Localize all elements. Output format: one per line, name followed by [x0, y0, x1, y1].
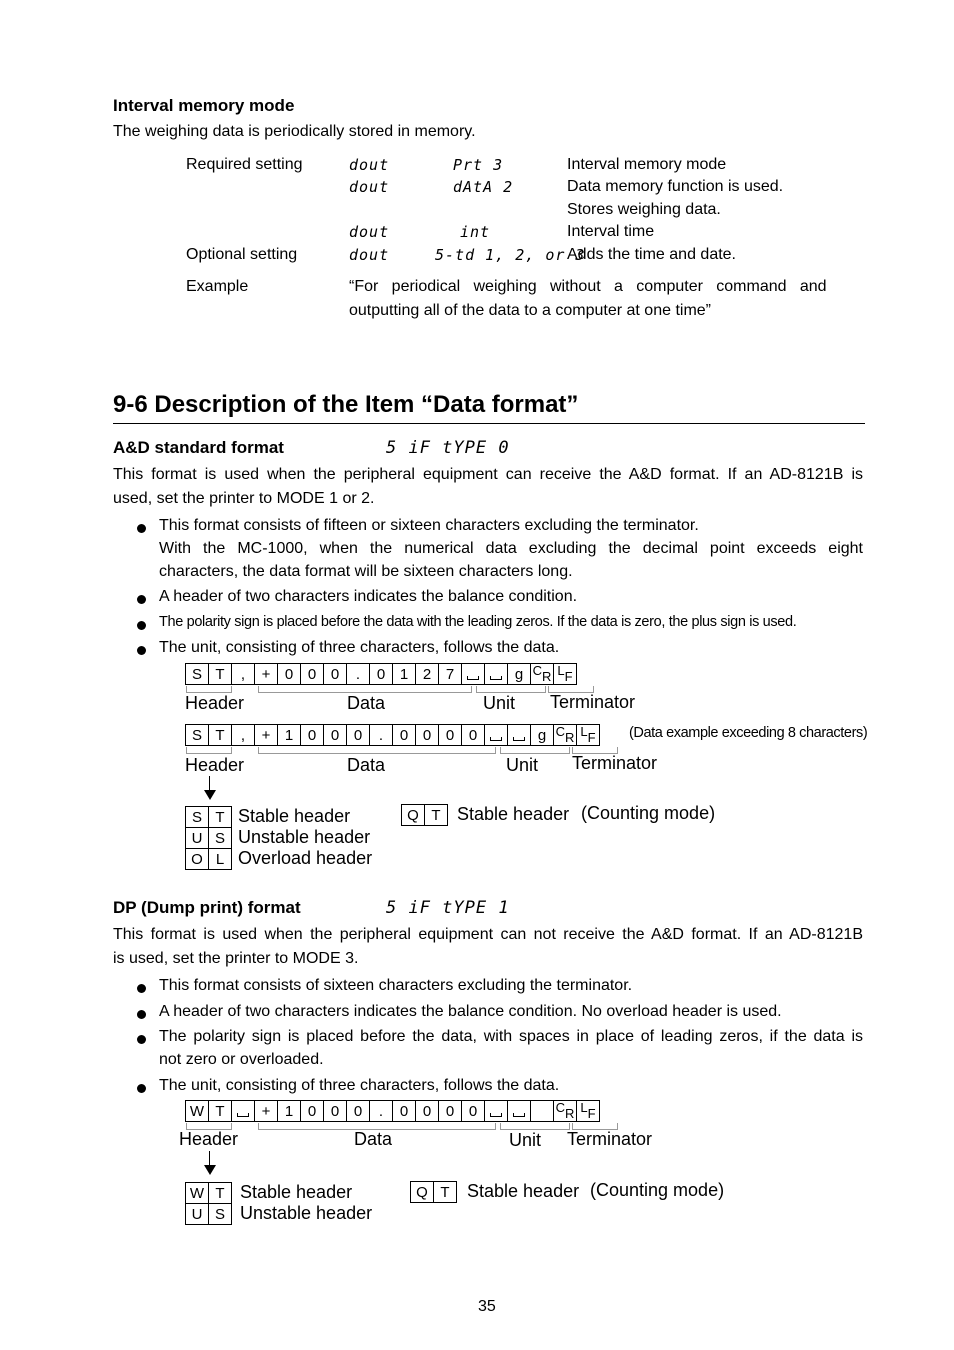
format-char-cell: 0	[300, 724, 324, 746]
format-char-cell: 0	[461, 1100, 485, 1122]
bullet-item: A header of two characters indicates the balance condition. No overload header is used.	[159, 1003, 782, 1020]
setting-value: int	[460, 223, 491, 241]
space-char-cell	[507, 1100, 531, 1122]
required-setting-label: Required setting	[186, 156, 303, 173]
header-label: Header	[179, 1129, 239, 1149]
format-char-cell: +	[254, 1100, 278, 1122]
format-char-cell: 0	[415, 724, 439, 746]
dp-format-code: 5 iF tYPE 1	[386, 898, 510, 918]
format-char-cell: 0	[346, 1100, 370, 1122]
format-char-cell: 0	[415, 1100, 439, 1122]
interval-heading: Interval memory mode	[113, 96, 295, 115]
setting-value: 5-td 1, 2, or 3	[435, 246, 586, 264]
header-char: S	[208, 827, 232, 849]
format-char-cell: 1	[392, 663, 416, 685]
counting-desc: Stable header	[467, 1181, 580, 1201]
format-char-cell: +	[254, 724, 278, 746]
page-number: 35	[478, 1298, 496, 1315]
setting-desc: Stores weighing data.	[567, 201, 721, 218]
header-char: Q	[410, 1181, 434, 1203]
space-char-cell	[484, 724, 508, 746]
row2-note: (Data example exceeding 8 characters)	[629, 725, 868, 741]
dp-format-row	[186, 1100, 600, 1122]
format-char-cell: ,	[231, 724, 255, 746]
format-char-cell: g	[530, 724, 554, 746]
bullet-continuation: With the MC-1000, when the numerical data excluding the decimal point exceeds eight	[159, 540, 863, 557]
arrow-down-icon	[204, 1165, 216, 1175]
format-char-cell: g	[507, 663, 531, 685]
format-char-cell: 0	[300, 1100, 324, 1122]
unit-brace	[500, 747, 570, 754]
cr-char-cell: CR	[530, 663, 554, 685]
para-line: is used, set the printer to MODE 3.	[113, 950, 359, 967]
header-brace	[186, 686, 232, 693]
dp-format-heading: DP (Dump print) format	[113, 898, 301, 917]
header-char: T	[208, 1182, 232, 1204]
header-char: T	[424, 804, 448, 826]
para-line: used, set the printer to MODE 1 or 2.	[113, 490, 375, 507]
setting-code: dout	[349, 246, 390, 264]
terminator-label: Terminator	[567, 1129, 653, 1149]
space-char-cell	[507, 724, 531, 746]
header-desc: Unstable header	[240, 1203, 373, 1223]
para-line: This format is used when the peripheral equipment can receive the A&D format. If an AD-8121B is	[113, 466, 863, 483]
setting-value: Prt 3	[453, 156, 504, 174]
terminator-label: Terminator	[572, 753, 658, 773]
format-char-cell: 1	[277, 1100, 301, 1122]
header-desc: Overload header	[238, 848, 373, 868]
bullet-item: The unit, consisting of three characters, follows the data.	[159, 1077, 560, 1094]
header-cells	[186, 1182, 232, 1204]
format-char-cell	[530, 1100, 554, 1122]
setting-code: dout	[349, 178, 390, 196]
header-char: W	[185, 1182, 209, 1204]
data-label: Data	[347, 755, 386, 775]
header-brace	[186, 747, 232, 754]
bullet-item: The unit, consisting of three characters, follows the data.	[159, 639, 560, 656]
example-text: “For periodical weighing without a computer command and	[349, 278, 827, 295]
interval-intro: The weighing data is periodically stored in memory.	[113, 123, 476, 140]
header-char: S	[185, 806, 209, 828]
header-cells	[186, 806, 232, 828]
unit-brace	[476, 686, 546, 693]
format-char-cell: 0	[277, 663, 301, 685]
format-char-cell: 0	[461, 724, 485, 746]
header-label: Header	[185, 755, 245, 775]
data-label: Data	[354, 1129, 393, 1149]
header-cells	[186, 827, 232, 849]
header-label: Header	[185, 693, 245, 713]
header-desc: Unstable header	[238, 827, 371, 847]
counting-cells	[411, 1181, 457, 1203]
format-char-cell: W	[185, 1100, 209, 1122]
setting-code: dout	[349, 223, 390, 241]
bullet-item: A header of two characters indicates the balance condition.	[159, 588, 578, 605]
lf-char-cell: LF	[553, 663, 577, 685]
ad-format-row2	[186, 724, 600, 746]
ad-format-heading: A&D standard format	[113, 438, 284, 457]
example-text: outputting all of the data to a computer at one time”	[349, 302, 711, 319]
format-char-cell: ,	[231, 663, 255, 685]
setting-desc: Data memory function is used.	[567, 178, 784, 195]
format-char-cell: .	[369, 724, 393, 746]
header-char: U	[185, 827, 209, 849]
setting-desc: Adds the time and date.	[567, 246, 736, 263]
format-char-cell: 0	[392, 724, 416, 746]
space-char-cell	[484, 663, 508, 685]
format-char-cell: +	[254, 663, 278, 685]
setting-code: dout	[349, 156, 390, 174]
unit-label: Unit	[483, 693, 516, 713]
format-char-cell: S	[185, 724, 209, 746]
lf-char-cell: LF	[576, 1100, 600, 1122]
bullet-item: The polarity sign is placed before the data with the leading zeros. If the data is zero, the plus sign is used.	[159, 614, 797, 630]
arrow-down-icon	[204, 790, 216, 800]
section-title: 9-6 Description of the Item “Data format”	[113, 391, 579, 418]
setting-desc: Interval memory mode	[567, 156, 727, 173]
format-char-cell: 0	[392, 1100, 416, 1122]
data-brace	[258, 747, 496, 754]
counting-cells	[402, 804, 448, 826]
format-char-cell: 0	[438, 724, 462, 746]
para-line: This format is used when the peripheral equipment can not receive the A&D format. If an AD-8121B	[113, 926, 863, 943]
bullet-continuation: not zero or overloaded.	[159, 1051, 324, 1068]
bullet-continuation: characters, the data format will be sixteen characters long.	[159, 563, 573, 580]
header-char: T	[433, 1181, 457, 1203]
header-cells	[186, 848, 232, 870]
format-char-cell: 0	[300, 663, 324, 685]
space-char-cell	[461, 663, 485, 685]
format-char-cell: S	[185, 663, 209, 685]
space-char-cell	[231, 1100, 255, 1122]
header-char: T	[208, 806, 232, 828]
counting-note: (Counting mode)	[581, 803, 716, 823]
format-char-cell: 7	[438, 663, 462, 685]
optional-setting-label: Optional setting	[186, 246, 298, 263]
ad-format-code: 5 iF tYPE 0	[386, 438, 510, 458]
header-char: S	[208, 1203, 232, 1225]
format-char-cell: 0	[369, 663, 393, 685]
counting-desc: Stable header	[457, 804, 570, 824]
setting-value: dAtA 2	[453, 178, 514, 196]
header-char: U	[185, 1203, 209, 1225]
format-char-cell: 0	[438, 1100, 462, 1122]
header-char: L	[208, 848, 232, 870]
format-char-cell: 0	[323, 724, 347, 746]
format-char-cell: T	[208, 1100, 232, 1122]
format-char-cell: 0	[323, 1100, 347, 1122]
format-char-cell: .	[346, 663, 370, 685]
format-char-cell: 0	[323, 663, 347, 685]
space-char-cell	[484, 1100, 508, 1122]
bullet-item: The polarity sign is placed before the data, with spaces in place of leading zeros, if the data is	[159, 1028, 863, 1045]
header-desc: Stable header	[238, 806, 351, 826]
example-label: Example	[186, 278, 249, 295]
header-char: Q	[401, 804, 425, 826]
header-cells	[186, 1203, 232, 1225]
ad-format-para	[113, 466, 863, 484]
format-char-cell: T	[208, 663, 232, 685]
format-char-cell: T	[208, 724, 232, 746]
terminator-label: Terminator	[550, 692, 636, 712]
cr-char-cell: CR	[553, 724, 577, 746]
cr-char-cell: CR	[553, 1100, 577, 1122]
format-char-cell: 0	[346, 724, 370, 746]
data-label: Data	[347, 693, 386, 713]
counting-note: (Counting mode)	[590, 1180, 725, 1200]
ad-format-row1	[186, 663, 577, 685]
unit-label: Unit	[506, 755, 539, 775]
unit-brace	[500, 1123, 570, 1130]
format-char-cell: 1	[277, 724, 301, 746]
bullet-item: This format consists of sixteen characters excluding the terminator.	[159, 977, 633, 994]
lf-char-cell: LF	[576, 724, 600, 746]
section-rule	[113, 423, 865, 424]
data-brace	[258, 686, 472, 693]
unit-label: Unit	[509, 1130, 542, 1150]
header-char: O	[185, 848, 209, 870]
setting-desc: Interval time	[567, 223, 655, 240]
bullet-item: This format consists of fifteen or sixteen characters excluding the terminator.	[159, 517, 699, 534]
format-char-cell: 2	[415, 663, 439, 685]
format-char-cell: .	[369, 1100, 393, 1122]
header-desc: Stable header	[240, 1182, 353, 1202]
